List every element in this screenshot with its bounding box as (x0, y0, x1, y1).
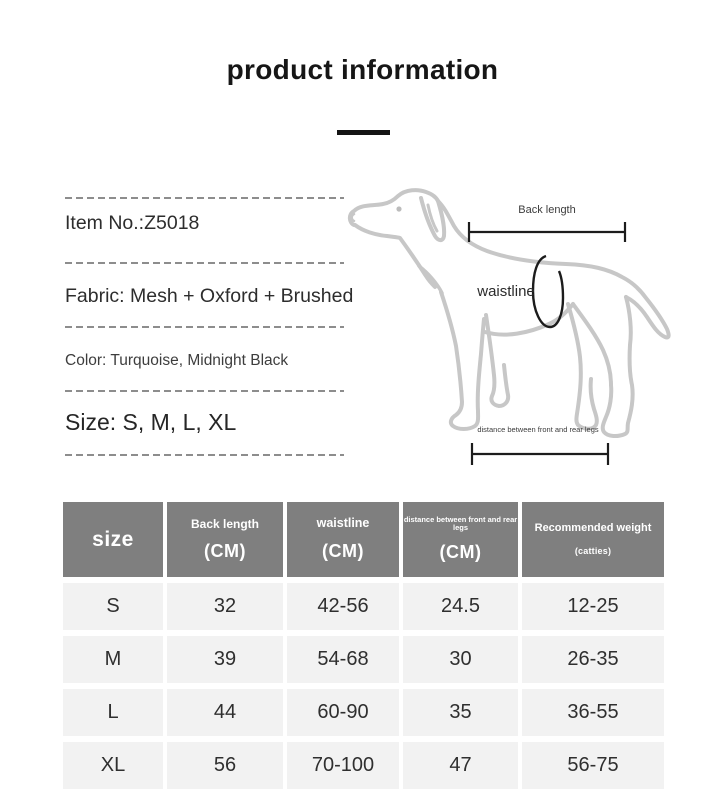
table-cell-size-xl: XL (63, 742, 163, 789)
size-table-header-back-length (167, 502, 283, 577)
header-unit: (CM) (322, 540, 364, 561)
header-title: Recommended weight (534, 522, 652, 534)
size-table-header-size (63, 502, 163, 577)
table-cell: 60-90 (287, 689, 399, 736)
header-unit: (catties) (574, 546, 612, 557)
size-table-header-recommended-weight (522, 502, 664, 577)
header-title: distance between front and rear legs (403, 514, 518, 533)
table-cell: 26-35 (522, 636, 664, 683)
title-underline-bar (337, 130, 390, 135)
table-cell: 47 (403, 742, 518, 789)
table-cell: 56 (167, 742, 283, 789)
table-cell: 44 (167, 689, 283, 736)
dashed-divider (65, 454, 344, 456)
table-cell: 30 (403, 636, 518, 683)
size-table-header-legs-distance (403, 502, 518, 577)
dog-outline-drawing (350, 190, 669, 436)
legs-distance-label: distance between front and rear legs (477, 425, 599, 434)
size-option-text: Size: S, M, L, XL (65, 409, 237, 435)
back-length-measure-line (469, 222, 625, 242)
table-cell: 56-75 (522, 742, 664, 789)
size-table-header-waistline (287, 502, 399, 577)
table-cell: 36-55 (522, 689, 664, 736)
dog-eye-dot (396, 206, 401, 211)
waistline-label: waistline (477, 283, 535, 300)
table-cell-size-s: S (63, 583, 163, 630)
table-cell: 39 (167, 636, 283, 683)
legs-distance-measure-line (472, 443, 608, 465)
color-option-text: Color: Turquoise, Midnight Black (65, 352, 289, 369)
table-cell: 32 (167, 583, 283, 630)
table-cell-size-l: L (63, 689, 163, 736)
table-cell: 70-100 (287, 742, 399, 789)
dashed-divider (65, 262, 344, 264)
dashed-divider (65, 197, 344, 199)
page-title: product information (226, 54, 499, 85)
table-cell: 12-25 (522, 583, 664, 630)
header-title: waistline (316, 516, 370, 531)
fabric-text: Fabric: Mesh + Oxford + Brushed (65, 285, 354, 307)
dashed-divider (65, 326, 344, 328)
table-cell: 42-56 (287, 583, 399, 630)
back-length-label: Back length (518, 204, 576, 216)
header-unit: (CM) (204, 540, 246, 561)
table-cell-size-m: M (63, 636, 163, 683)
item-number-text: Item No.:Z5018 (65, 212, 200, 234)
header-unit: (CM) (439, 542, 482, 563)
header-title: size (92, 527, 134, 551)
size-table (63, 502, 664, 789)
table-cell: 35 (403, 689, 518, 736)
table-cell: 24.5 (403, 583, 518, 630)
dog-measurement-diagram (345, 180, 725, 480)
table-cell: 54-68 (287, 636, 399, 683)
dashed-divider (65, 390, 344, 392)
header-title: Back length (190, 516, 259, 531)
